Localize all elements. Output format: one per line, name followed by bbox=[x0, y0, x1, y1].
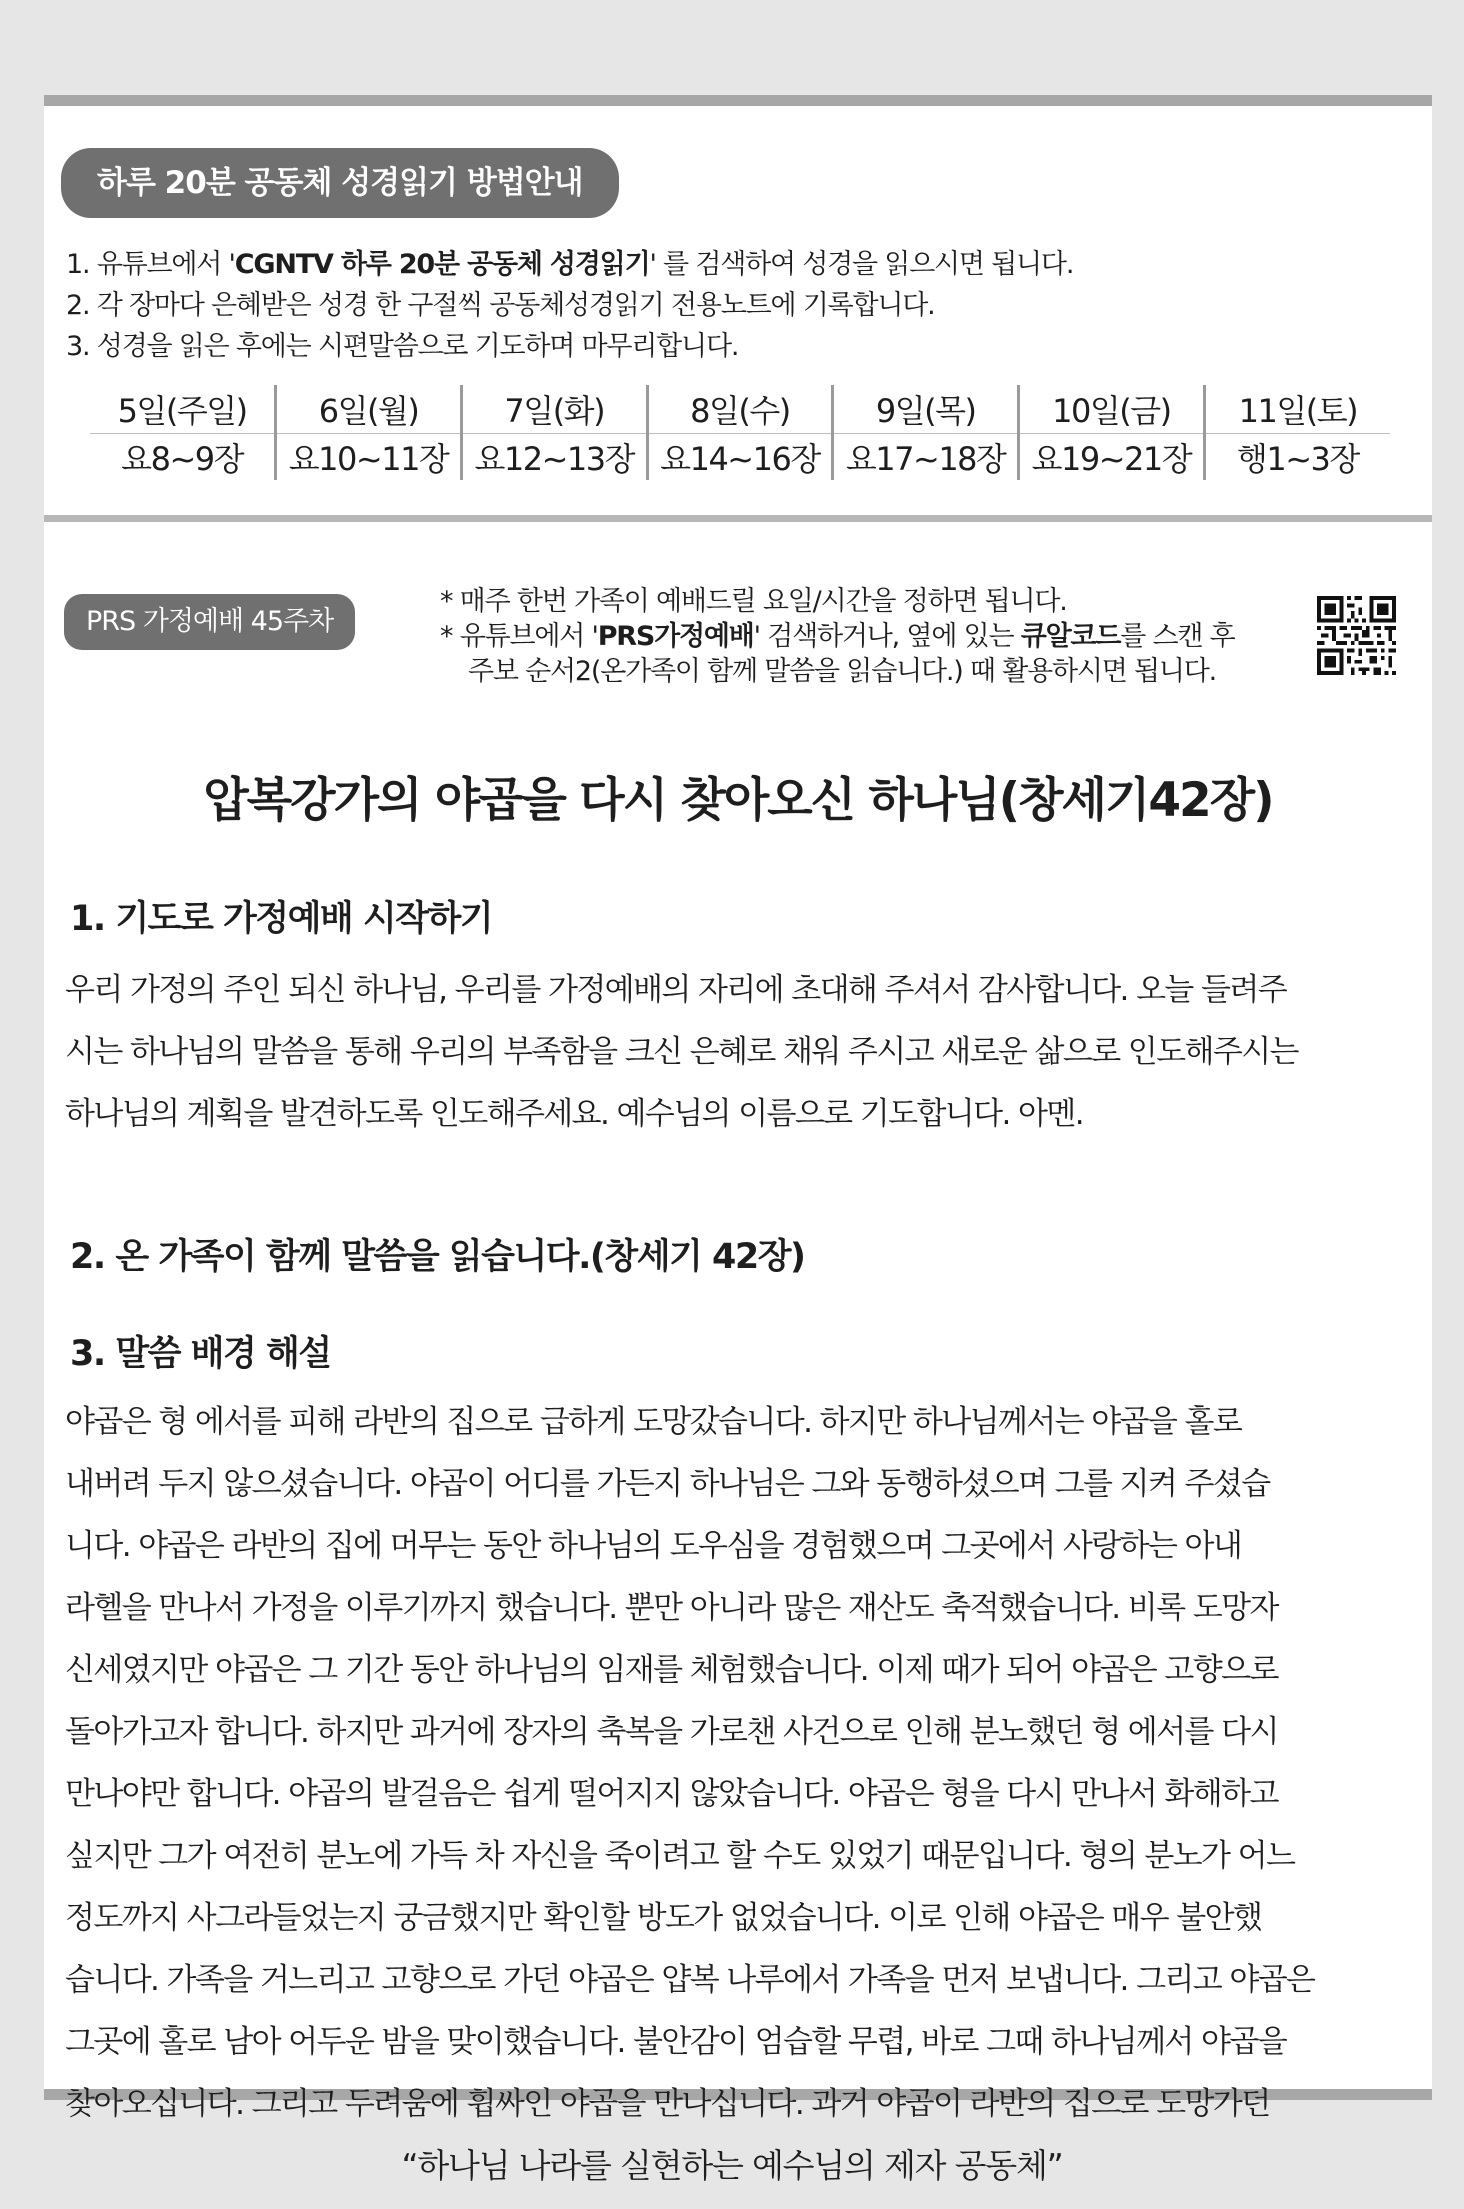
prs-week-badge: PRS 가정예배 45주차 bbox=[64, 594, 355, 650]
paragraph-line: 시는 하나님의 말씀을 통해 우리의 부족함을 크신 은혜로 채워 주시고 새로운 삶으로 인도해주시는 bbox=[65, 1034, 1298, 1070]
guide-line-1: 1. 유튜브에서 'CGNTV 하루 20분 공동체 성경읽기' 를 검색하여 성경을 읽으시면 됩니다. bbox=[66, 249, 1074, 280]
paragraph-line: 야곱은 형 에서를 피해 라반의 집으로 급하게 도망갔습니다. 하지만 하나님께서는 야곱을 홀로 bbox=[65, 1404, 1242, 1440]
paragraph-line: 하나님의 계획을 발견하도록 인도해주세요. 예수님의 이름으로 기도합니다. 아멘. bbox=[65, 1096, 1083, 1132]
schedule-day: 6일(월) bbox=[276, 385, 462, 434]
prs-notes bbox=[440, 584, 1235, 689]
schedule-day: 11일(토) bbox=[1204, 385, 1390, 434]
guide-title-badge: 하루 20분 공동체 성경읽기 방법안내 bbox=[61, 148, 619, 218]
schedule-days-row bbox=[90, 385, 1390, 434]
paragraph-line: 돌아가고자 합니다. 하지만 과거에 장자의 축복을 가로챈 사건으로 인해 분노했던 형 에서를 다시 bbox=[65, 1714, 1278, 1750]
qr-code-icon[interactable] bbox=[1317, 596, 1396, 675]
prs-note-3: 주보 순서2(온가족이 함께 말씀을 읽습니다.) 때 활용하시면 됩니다. bbox=[468, 656, 1217, 687]
paragraph-line: 그곳에 홀로 남아 어두운 밤을 맞이했습니다. 불안감이 엄습할 무렵, 바로 그때 하나님께서 야곱을 bbox=[65, 2024, 1287, 2060]
paragraph-line: 습니다. 가족을 거느리고 고향으로 가던 야곱은 얍복 나루에서 가족을 먼저 보냅니다. 그리고 야곱은 bbox=[65, 1962, 1315, 1998]
schedule-day: 7일(화) bbox=[461, 385, 647, 434]
paragraph-line: 찾아오십니다. 그리고 두려움에 휩싸인 야곱을 만나십니다. 과거 야곱이 라반의 집으로 도망가던 bbox=[65, 2086, 1270, 2122]
paragraph-line: 정도까지 사그라들었는지 궁금했지만 확인할 방도가 없었습니다. 이로 인해 야곱은 매우 불안했 bbox=[65, 1900, 1262, 1936]
schedule-readings-row bbox=[90, 434, 1390, 481]
section-divider bbox=[44, 515, 1432, 522]
paragraph-line: 신세였지만 야곱은 그 기간 동안 하나님의 임재를 체험했습니다. 이제 때가 되어 야곱은 고향으로 bbox=[65, 1652, 1278, 1688]
section-heading-prayer: 1. 기도로 가정예배 시작하기 bbox=[70, 899, 493, 939]
section-heading-background: 3. 말씀 배경 해설 bbox=[70, 1334, 331, 1374]
reading-schedule-table bbox=[90, 385, 1390, 480]
schedule-day: 8일(수) bbox=[647, 385, 833, 434]
guide-instructions bbox=[66, 244, 1426, 367]
sermon-title: 압복강가의 야곱을 다시 찾아오신 하나님(창세기42장) bbox=[203, 773, 1273, 828]
section-heading-reading: 2. 온 가족이 함께 말씀을 읽습니다.(창세기 42장) bbox=[70, 1237, 805, 1277]
paragraph-line: 우리 가정의 주인 되신 하나님, 우리를 가정예배의 자리에 초대해 주셔서 감사합니다. 오늘 들려주 bbox=[65, 972, 1287, 1008]
schedule-reading: 요19~21장 bbox=[1019, 434, 1205, 481]
paragraph-line: 만나야만 합니다. 야곱의 발걸음은 쉽게 떨어지지 않았습니다. 야곱은 형을 다시 만나서 화해하고 bbox=[65, 1776, 1278, 1812]
paragraph-line: 니다. 야곱은 라반의 집에 머무는 동안 하나님의 도우심을 경험했으며 그곳에서 사랑하는 아내 bbox=[65, 1528, 1242, 1564]
paragraph-line: 라헬을 만나서 가정을 이루기까지 했습니다. 뿐만 아니라 많은 재산도 축적했습니다. 비록 도망자 bbox=[65, 1590, 1278, 1626]
schedule-reading: 요8~9장 bbox=[121, 440, 244, 478]
guide-search-term: CGNTV 하루 20분 공동체 성경읽기 bbox=[234, 249, 650, 280]
bulletin-page bbox=[44, 95, 1432, 2122]
prayer-paragraph bbox=[65, 959, 1415, 1145]
schedule-reading: 요10~11장 bbox=[276, 434, 462, 481]
prs-note-1: * 매주 한번 가족이 예배드릴 요일/시간을 정하면 됩니다. bbox=[440, 586, 1067, 617]
schedule-reading: 행1~3장 bbox=[1204, 434, 1390, 481]
schedule-reading: 요12~13장 bbox=[461, 434, 647, 481]
guide-line-3: 3. 성경을 읽은 후에는 시편말씀으로 기도하며 마무리합니다. bbox=[66, 331, 739, 362]
background-paragraph bbox=[65, 1391, 1415, 2135]
paragraph-line: 싶지만 그가 여전히 분노에 가득 차 자신을 죽이려고 할 수도 있었기 때문입니다. 형의 분노가 어느 bbox=[65, 1838, 1295, 1874]
schedule-day: 5일(주일) bbox=[90, 385, 276, 434]
schedule-day: 9일(목) bbox=[833, 385, 1019, 434]
schedule-reading: 요17~18장 bbox=[833, 434, 1019, 481]
guide-line-2: 2. 각 장마다 은혜받은 성경 한 구절씩 공동체성경읽기 전용노트에 기록합니다. bbox=[66, 290, 935, 321]
schedule-reading: 요14~16장 bbox=[647, 434, 833, 481]
paragraph-line: 내버려 두지 않으셨습니다. 야곱이 어디를 가든지 하나님은 그와 동행하셨으며 그를 지켜 주셨습 bbox=[65, 1466, 1270, 1502]
footer-motto: “하나님 나라를 실현하는 예수님의 제자 공동체” bbox=[401, 2146, 1063, 2185]
prs-note-2: * 유튜브에서 'PRS가정예배' 검색하거나, 옆에 있는 큐알코드를 스캔 후 bbox=[440, 621, 1235, 652]
schedule-day: 10일(금) bbox=[1019, 385, 1205, 434]
